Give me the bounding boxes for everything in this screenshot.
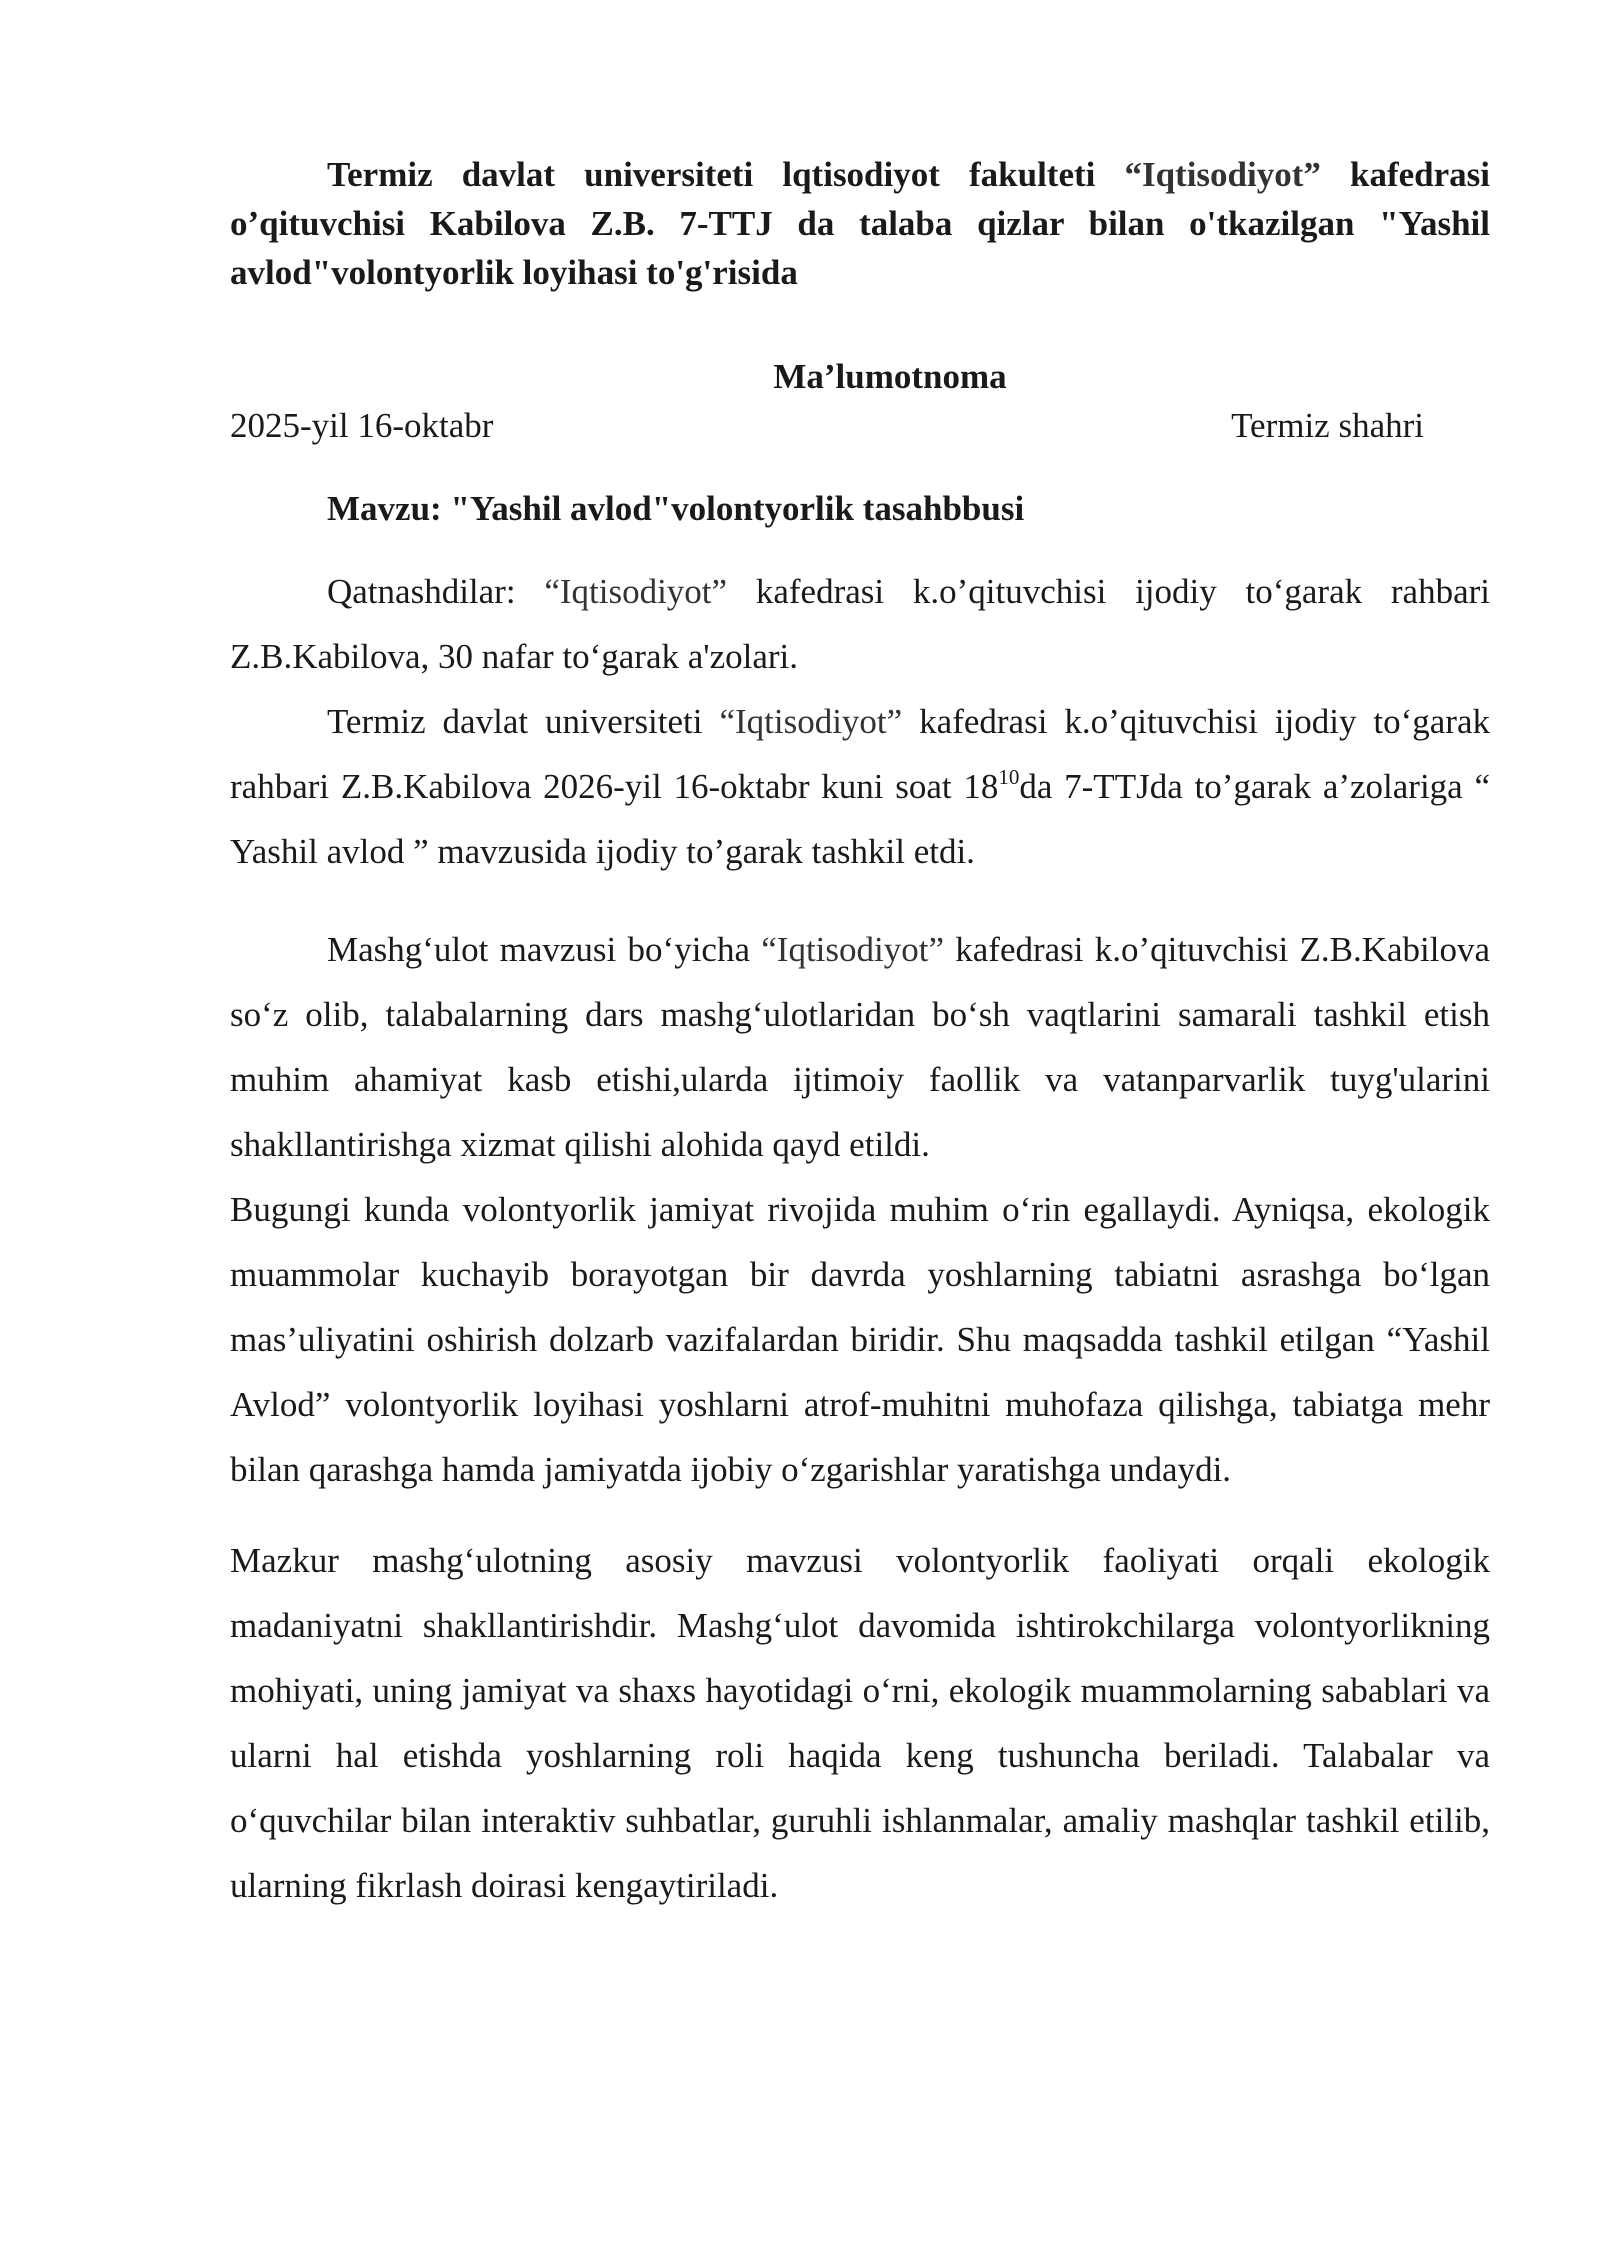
- p3-department-quote: “Iqtisodiyot”: [761, 930, 944, 969]
- session-paragraph: Mazkur mashg‘ulotning asosiy mavzusi volontyorlik faoliyati orqali ekologik madaniyatni shakllantirishdir. Mashg‘ulot davomida ishtirokchilarga volontyorlikning mohiyati, uning jamiyat va shaxs hayotidagi o‘rni, ekologik muammolarning sabablari va ularni hal etishda yoshlarning roli haqida keng tushuncha beriladi. Talabalar va o‘quvchilar bilan interaktiv suhbatlar, guruhli ishlanmalar, amaliy mashqlar tashkil etilib, ularning fikrlash doirasi kengaytiriladi.: [230, 1541, 1490, 1905]
- title-part2: kafedrasi o’qituvchisi Kabilova Z.B. 7-TTJ da talaba qizlar bilan o'tkazilgan "Yashil avlod"volontyorlik loyihasi to'g'risida: [230, 155, 1490, 292]
- p2-time-superscript: 10: [998, 765, 1020, 789]
- document-title: [230, 150, 1490, 297]
- p1-part-a: Qatnashdilar:: [327, 572, 545, 611]
- document-subject: Mavzu: "Yashil avlod"volontyorlik tasahbbusi: [327, 489, 1025, 528]
- topic-paragraph: [230, 917, 1490, 1177]
- document-place: Termiz shahri: [1231, 406, 1424, 445]
- p1-part-b: kafedrasi k.o’qituvchisi ijodiy to‘garak rahbari Z.B.Kabilova, 30 nafar to‘garak a'zolari.: [230, 572, 1490, 676]
- p2-part-a: Termiz davlat universiteti: [327, 702, 720, 741]
- volunteering-paragraph: Bugungi kunda volontyorlik jamiyat rivojida muhim o‘rin egallaydi. Ayniqsa, ekologik muammolar kuchayib borayotgan bir davrda yoshlarning tabiatni asrashga bo‘lgan mas’uliyatini oshirish dolzarb vazifalardan biridir. Shu maqsadda tashkil etilgan “Yashil Avlod” volontyorlik loyihasi yoshlarni atrof-muhitni muhofaza qilishga, tabiatga mehr bilan qarashga hamda jamiyatda ijobiy o‘zgarishlar yaratishga undaydi.: [230, 1190, 1490, 1489]
- p3-part-b: kafedrasi k.o’qituvchisi Z.B.Kabilova so‘z olib, talabalarning dars mashg‘ulotlaridan bo‘sh vaqtlarini samarali tashkil etish muhim ahamiyat kasb etishi,ularda ijtimoiy faollik va vatanparvarlik tuyg'ularini shakllantirishga xizmat qilishi alohida qayd etildi.: [230, 930, 1491, 1164]
- p3-part-a: Mashg‘ulot mavzusi bo‘yicha: [327, 930, 762, 969]
- document-page: [230, 150, 1490, 1918]
- title-part1: Termiz davlat universiteti lqtisodiyot fakulteti: [327, 155, 1125, 194]
- event-paragraph: [230, 689, 1490, 884]
- p1-department-quote: “Iqtisodiyot”: [544, 572, 728, 611]
- title-department-quote: “Iqtisodiyot”: [1124, 155, 1321, 194]
- document-date: 2025-yil 16-oktabr: [230, 406, 494, 445]
- p2-part-c: da 7-TTJda to’garak a’zolariga “ Yashil avlod ” mavzusida ijodiy to’garak tashkil etdi.: [230, 767, 1490, 871]
- document-heading: Ma’lumotnoma: [773, 357, 1007, 396]
- p2-part-b: kafedrasi k.o’qituvchisi ijodiy to‘garak rahbari Z.B.Kabilova 2026-yil 16-oktabr kuni soat 18: [230, 702, 1490, 806]
- p2-department-quote: “Iqtisodiyot”: [719, 702, 903, 741]
- date-place-line: [230, 401, 1490, 450]
- participants-paragraph: [230, 559, 1490, 689]
